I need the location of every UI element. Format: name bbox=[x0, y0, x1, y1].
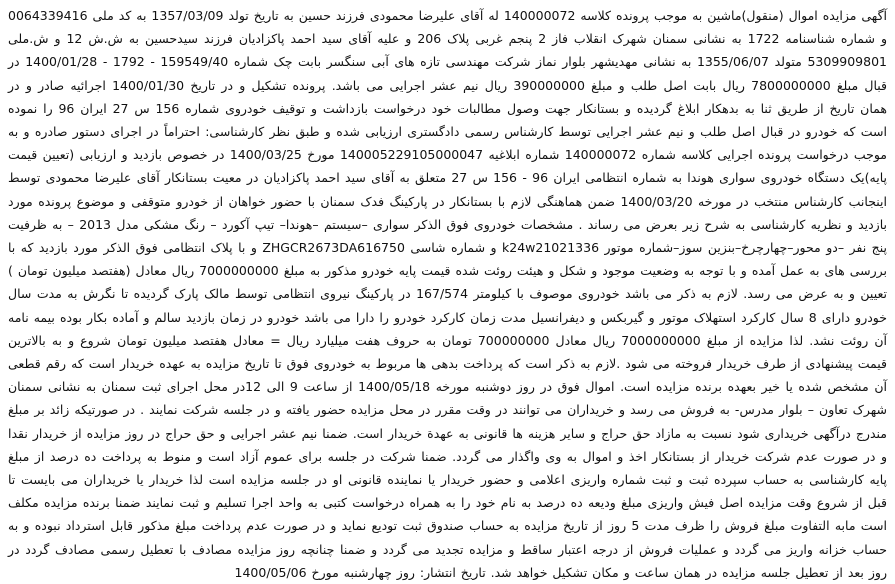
auction-notice-text: آگهی مزایده اموال (منقول)ماشین به موجب پرونده کلاسه 140000072 له آقای علیرضا محمودی فرزند حسین به تاریخ تولد 1357/03/09 به کد ملی 0064339416 و شماره شناسنامه 1722 به نشانی سمنان شهرک انقلاب فاز 2 پنجم غربی پلاک 206 و علیه آقای سید احمد پاکزادیان فرزند سیدحسین به ش.ش 12 و ش.ملی 5309909801 متولد 1355/06/07 به نشانی مهدیشهر بلوار نماز شرکت مهندسی تازه های آبی سنگسر بابت چک شماره 159549/40 - 1792 - 1400/01/28 در قبال مبلغ 7800000000 ریال بابت اصل طلب و مبلغ 390000000 ریال نیم عشر اجرایی می باشد. پرونده تشکیل و در تاریخ 1400/01/30 اجرائیه صادر و در همان تاریخ از طریق ثنا به بدهکار ابلاغ گردیده و بستانکار جهت وصول مطالبات خود درخواست بازداشت و توقیف خودروی شماره 156 س 27 ایران 96 را نموده است که خودرو در قبال اصل طلب و نیم عشر اجرایی توسط کارشناس رسمی دادگستری ارزیابی شده و طبق نظر کارشناسی: احتراماً در اجرای دستور صادره و به موجب درخواست پرونده اجرایی کلاسه شماره 140000072 شماره ابلاغیه 140005229105000047 مورخ 1400/03/25 در خصوص بازدید و ارزیابی (تعیین قیمت پایه)یک دستگاه خودروی سواری هوندا به شماره انتظامی ایران 96 - 156 س 27 متعلق به آقای سید احمد پاکزادیان در معیت بستانکار آقای علیرضا محمودی توسط اینجانب کارشناس منتخب در مورخه 1400/03/20 ضمن هماهنگی لازم با بستانکار در پارکینگ فدک سمنان با حضور خواهان از خودرو متوقفی و موضوع پرونده مورد بازدید و نظریه کارشناسی به شرح زیر بعرض می رساند . مشخصات خودروی فوق الذکر سواری –سیستم –هوندا– تیپ آکورد – رنگ مشکی مدل 2013 – به ظرفیت پنج نفر –دو محور–چهارچرخ–بنزین سوز–شماره موتور k24w21021336 و شماره شاسی ZHGCR2673DA616750 و با پلاک انتظامی فوق الذکر مورد بازدید که با بررسی های به عمل آمده و با توجه به وضعیت موجود و شکل و هیئت روئت شده قیمت پایه خودرو مذکور به مبلغ 7000000000 ریال معادل (هفتصد میلیون تومان ) تعیین و به عرض می رسد. لازم به ذکر می باشد خودروی موصوف با کیلومتر 167/574 در پارکینگ نیروی انتظامی توسط مالک پارک گردیده تا نگرش به مدت سال خودرو دارای 8 سال کارکرد استهلاک موتور و گیربکس و دیفرانسیل مدت زمان کارکرد خودرو را دارا می باشد خودرو در زمان بازدید سالم و آماده بکار بوده بیمه نامه آن روئت نشد. لذا مزایده از مبلغ 7000000000 ریال معادل 700000000 تومان به حروف هفت میلیارد ریال = معادل هفتصد میلیون تومان شروع و به بالاترین قیمت پیشنهادی از طرف خریدار فروخته می شود .لازم به ذکر است که پرداخت بدهی ها مربوط به خودروی فوق تا تاریخ مزایده به عهده خریدار است که رقم قطعی آن مشخص شده یا خیر بعهده برنده مزایده است. اموال فوق در روز دوشنبه مورخه 1400/05/18 از ساعت 9 الی 12در محل اجرای ثبت سمنان به نشانی سمنان شهرک تعاون – بلوار مدرس- به فروش می رسد و خریداران می توانند در وقت مقرر در محل مزایده حضور یافته و در جلسه شرکت نمایند . در صورتیکه زائد بر مبلغ مندرج درآگهی خریداری شود نسبت به مازاد حق حراج و سایر هزینه ها قانونی به عهدة خریدار است. ضمنا نیم عشر اجرایی و حق حراج در روز مزایده از خریدار نقدا و در صورت عدم شرکت خریدار از بستانکار اخذ و اموال به وی واگذار می گردد. ضمنا شرکت در جلسه برای عموم آزاد است و منوط به پرداخت ده درصد از مبلغ پایه کارشناسی به حساب سپرده ثبت و ثبت شماره واریزی اعلامی و حضور خریدار یا نماینده قانونی او در جلسه مزایده است لذا خریدار یا خریداران می بایست تا قبل از شروع وقت مزایده اصل فیش واریزی مبلغ ودیعه ده درصد به نام خود را به همراه درخواست کتبی به واحد اجرا تسلیم و ثبت نمایند ضمنا برنده مزایده مکلف است مابه التفاوت مبلغ فروش را ظرف مدت 5 روز از تاریخ مزایده به حساب صندوق ثبت تودیع نماید و در صورت عدم پرداخت مبلغ مذکور قابل استرداد نبوده و به حساب خزانه واریز می گردد و عملیات فروش از درجه اعتبار ساقط و مزایده تجدید می گردد و ضمنا چنانچه روز مزایده مصادف با تعطیل رسمی مصادف گردد در روز بعد از تعطیل جلسه مزایده در همان ساعت و مکان تشکیل خواهد شد. تاریخ انتشار: روز چهارشنبه مورخ 1400/05/06 bbox=[8, 8, 888, 580]
